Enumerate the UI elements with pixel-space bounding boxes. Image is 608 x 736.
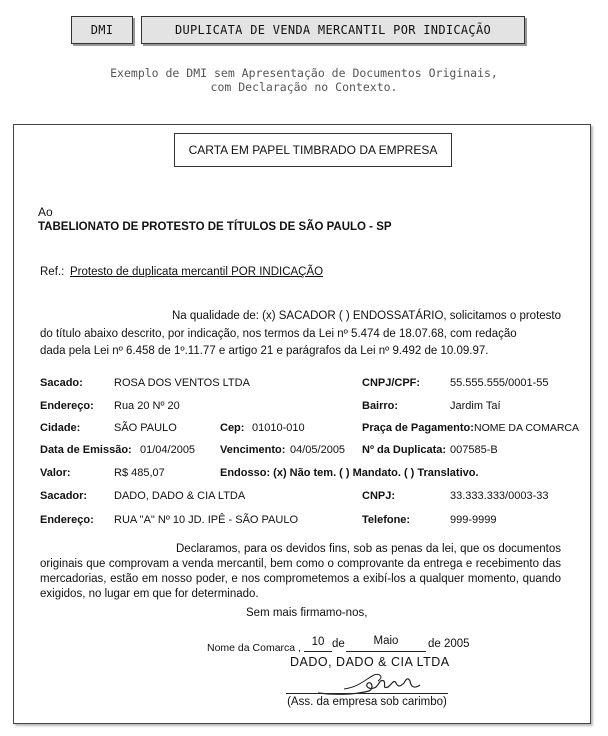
place-name: Nome da Comarca , [207,642,301,654]
numero-duplicata-value: 007585-B [450,444,498,456]
reference-label: Ref.: [40,266,65,278]
telefone-value: 999-9999 [450,514,497,526]
cidade-label: Cidade: [40,422,81,434]
cidade-value: SÃO PAULO [114,422,177,434]
data-emissao-label: Data de Emissão: [40,444,132,456]
cnpj-cpf-value: 55.555.555/0001-55 [450,377,549,389]
endereco-label: Endereço: [40,400,94,412]
day-underline [304,651,332,652]
paragraph1-line1: Na qualidade de: (x) SACADOR ( ) ENDOSSATÁRIO, solicitamos o protesto [172,310,562,322]
vencimento-label: Vencimento: [220,444,286,456]
document-title-box [141,16,525,44]
paragraph1-line2: do título abaixo descrito, por indicação, nos termos da Lei nº 5.474 de 18.07.68, com redação [40,328,517,340]
bairro-label: Bairro: [362,400,399,412]
praca-pagamento-value: NOME DA COMARCA [474,422,580,434]
cep-label: Cep: [220,422,245,434]
subtitle-line-1: Exemplo de DMI sem Apresentação de Documentos Originais, [110,66,498,80]
letterhead-box [174,133,452,167]
handwritten-signature [314,669,424,699]
sacador-value: DADO, DADO & CIA LTDA [114,490,246,502]
numero-duplicata-label: Nº da Duplicata: [362,444,447,456]
bairro-value: Jardim Taí [450,400,501,412]
dmi-label-box [71,16,133,44]
closing-text: Sem mais firmamo-nos, [246,607,368,619]
document-title: DUPLICATA DE VENDA MERCANTIL POR INDICAÇÃO [174,23,492,37]
letterhead-text: CARTA EM PAPEL TIMBRADO DA EMPRESA [188,143,438,157]
data-emissao-value: 01/04/2005 [140,444,196,456]
date-de-1: de [332,638,345,650]
salutation-to: Ao [38,205,53,219]
praca-pagamento-label: Praça de Pagamento: [362,422,474,434]
cnpj-sacador-value: 33.333.333/0003-33 [450,490,549,502]
date-month: Maio [373,635,399,647]
letter-document [13,124,591,724]
telefone-label: Telefone: [362,514,411,526]
signature-caption: (Ass. da empresa sob carimbo) [287,696,447,708]
endereco-sacador-value: RUA "A" Nº 10 JD. IPÊ - SÃO PAULO [114,514,299,526]
subtitle-line-2: com Declaração no Contexto. [210,80,398,94]
company-name: DADO, DADO & CIA LTDA [290,655,450,669]
signature-line [286,693,448,694]
endosso-options: Endosso: (x) Não tem. ( ) Mandato. ( ) Translativo. [220,467,479,479]
recipient: TABELIONATO DE PROTESTO DE TÍTULOS DE SÃO PAULO - SP [38,221,392,233]
sacador-label: Sacador: [40,490,88,502]
reference-text: Protesto de duplicata mercantil POR INDICAÇÃO [70,266,324,278]
dmi-label: DMI [90,23,114,37]
declaration-paragraph: Declaramos, para os devidos fins, sob as penas da lei, que os documentos originais que comprovam a venda mercantil, bem como o comprovante da entrega e recebimento das mercadorias, estão em nosso poder, e nos comprometemos a exibí-los a qualquer momento, quando exigidos, no lugar em que for determinado. [40,543,561,600]
endereco-sacador-label: Endereço: [40,514,94,526]
sacado-value: ROSA DOS VENTOS LTDA [114,377,250,389]
date-year: de 2005 [428,638,470,650]
cnpj-sacador-label: CNPJ: [362,490,396,502]
date-day: 10 [311,636,325,648]
vencimento-value: 04/05/2005 [290,444,346,456]
month-underline [346,651,426,652]
valor-value: R$ 485,07 [114,467,165,479]
sacado-label: Sacado: [40,377,83,389]
cnpj-cpf-label: CNPJ/CPF: [362,377,421,389]
cep-value: 01010-010 [252,422,305,434]
valor-label: Valor: [40,467,71,479]
paragraph1-line3: dada pela Lei nº 6.458 de 1º.11.77 e artigo 21 e parágrafos da Lei nº 9.492 de 10.09.97. [40,345,489,357]
endereco-value: Rua 20 Nº 20 [114,400,180,412]
